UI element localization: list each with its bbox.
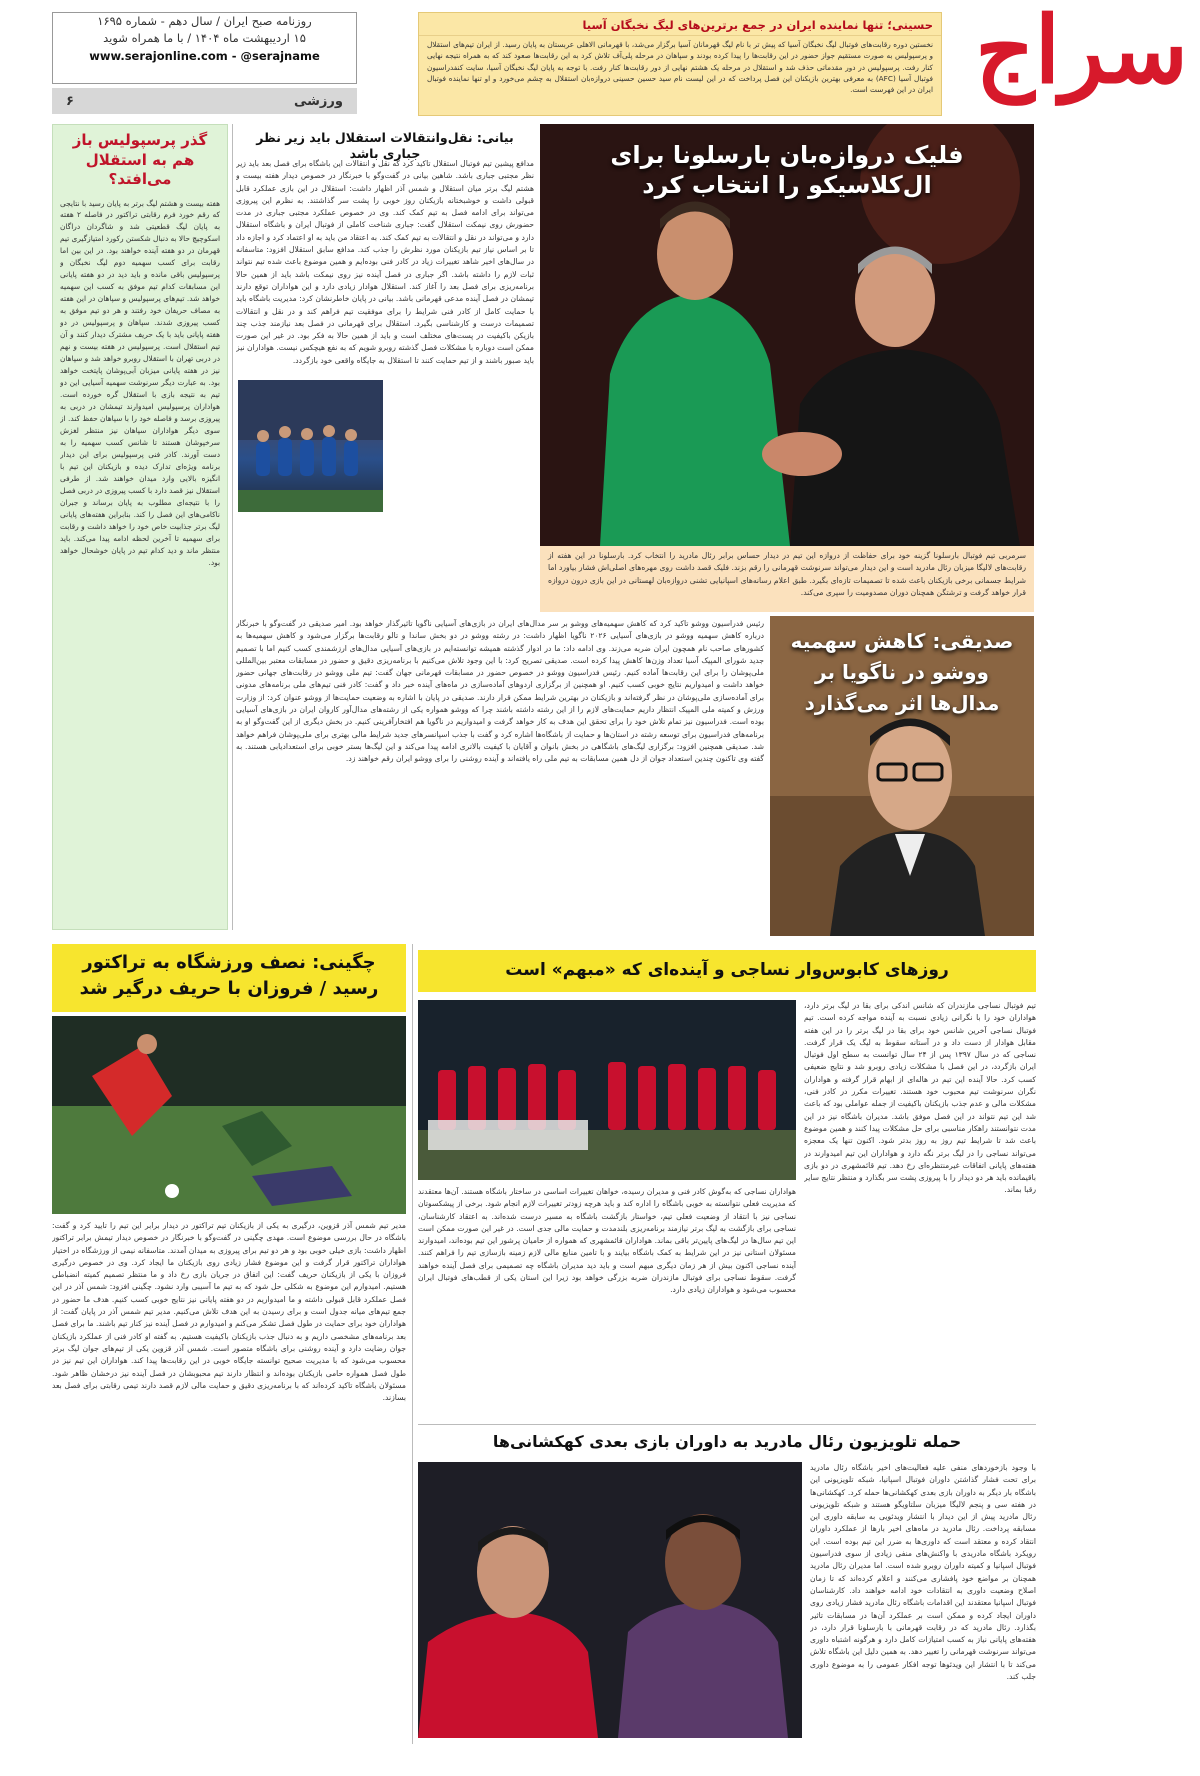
website-link[interactable]: www.serajonline.com - @serajname [89,48,320,63]
section-bar [52,88,357,114]
persepolis-body-wrap [53,194,227,939]
chegini-headline-box [52,944,406,1012]
esteghlal-headline[interactable]: بیانی: نقل‌وانتقالات استقلال باید زیر نظر جباری باشد [256,130,514,161]
date-line: ۱۵ اردیبهشت ماه ۱۴۰۴ / با ما همراه شوید [103,31,306,46]
realmadrid-photo [418,1462,802,1738]
persepolis-body: هفته بیست و هشتم لیگ برتر به پایان رسید با نتایجی که رقم خورد فرم رقابتی تراکتور در فاصله ۲ هفته به پایان لیگ قطعیتی شد و شاگردان دراگان اسکوچیچ حالا به دنبال شکستن رکورد امتیازگیری تیم قهرمان در دو هفته آینده خواهند بود. در این بین اما رقابت برای کسب سهمیه دوم لیگ نخبگان و پرسپولیس باقی مانده و باید دید در دو هفته پایانی این مسابقات کدام تیم موفق به کسب این سهمیه خواهد شد. تیم‌های پرسپولیس و سپاهان در این هفته به مصاف حریفان خود رفتند و هر دو تیم موفق به کسب پیروزی شدند. سپاهان و پرسپولیس در دو هفته پایانی باید با یک حریف مشترک دیدار کنند و آن تیم استقلال است. پرسپولیس در هفته بیست و نهم در دربی تهران با استقلال روبرو خواهد شد و سپاهان نیز در هفته پایانی میزبان آبی‌پوشان پایتخت خواهد بود. به عبارت دیگر سرنوشت سهمیه آسیایی این دو تیم به نتیجه بازی با استقلال گره خورده است. هواداران پرسپولیس امیدوارند تیمشان در دربی به پیروزی برسد و فاصله خود را با سپاهان حفظ کند. از سوی دیگر هواداران سپاهان نیز منتظر لغزش سرخپوشان هستند تا شانس کسب سهمیه را به دست آورند. کادر فنی پرسپولیس برای این دیدار برنامه ویژه‌ای تدارک دیده و بازیکنان این تیم با انگیزه بالایی وارد میدان خواهند شد. از طرفی استقلال نیز قصد دارد با کسب پیروزی در دربی فصل را با نتیجه‌ای مطلوب به پایان برساند و جبران ناکامی‌های این فصل را کند. بنابراین هفته‌های پایانی لیگ برتر جذابیت خاص خود را خواهد داشت و رقابت برای سهمیه تا آخرین لحظه ادامه پیدا می‌کند. باید منتظر ماند و دید کدام تیم در پایان خوشحال خواهد بود. [60,198,220,568]
esteghlal-body: مدافع پیشین تیم فوتبال استقلال تاکید کرد که نقل و انتقالات این باشگاه برای فصل بعد باید زیر نظر مجتبی جباری باشد. شاهین بیانی در گفت‌وگو با خبرنگار در خصوص دیدار هفته بیست و هشتم لیگ برتر میان استقلال و شمس آذر اظهار داشت: استقلال در این بازی عملکرد قابل قبولی داشت و خوشبختانه بازیکنان روز خوبی را پشت سر گذاشتند. به نظرم این پیروزی می‌تواند برای ادامه فصل به تیم کمک کند. وی در خصوص عملکرد مجتبی جباری در مدت حضورش روی نیمکت استقلال گفت: جباری شناخت کاملی از فوتبال ایران و باشگاه استقلال دارد و می‌تواند در نقل و انتقالات به تیم کمک کند. به اعتقاد من باید به او اعتماد کرد و اجازه داد تا بر اساس نیاز تیم بازیکنان مورد نظرش را جذب کند. مدافع سابق استقلال افزود: متاسفانه در سال‌های اخیر شاهد تغییرات زیاد در کادر فنی بوده‌ایم و همین موضوع باعث شده تیم نتواند ثبات لازم را داشته باشد. اگر جباری در فصل آینده نیز روی نیمکت باشد باید از همین حالا برنامه‌ریزی برای فصل بعد را آغاز کند. استقلال هوادار زیادی دارد و این هواداران توقع دارند تیمشان در فصل آینده مدعی قهرمانی باشد. بیانی در پایان خاطرنشان کرد: مدیریت باشگاه باید با حمایت کامل از کادر فنی شرایط را برای موفقیت تیم فراهم کند و در نقل و انتقالات تصمیمات درست و کارشناسی بگیرد. استقلال برای قهرمانی در فصل بعد نیازمند جذب چند بازیکن باکیفیت در پست‌های مختلف است و باید از همین حالا به فکر بود. در غیر این صورت ممکن است دوباره با مشکلات فصل گذشته روبرو شویم که به نفع هیچکس نیست. هواداران نیز باید صبور باشند و از تیم حمایت کنند تا استقلال به جایگاه واقعی خود بازگردد. [236,159,534,365]
chegini-photo [52,1016,406,1214]
sedighi-body: رئیس فدراسیون ووشو تاکید کرد که کاهش سهمیه‌های ووشو بر سر مدال‌های ایران در بازی‌های آسیایی ناگویا تاثیرگذار خواهد بود. امیر صدیقی در گفت‌وگو با خبرنگار درباره کاهش سهمیه ووشو در بازی‌های آسیایی ۲۰۲۶ ناگویا اظهار داشت: در رشته ووشو در دو بخش ساندا و تالو رقابت‌ها برگزار می‌شود و کاهش سهمیه‌ها به کشورهای صاحب نام همچون ایران ضربه می‌زند. وی ادامه داد: ما در ادوار گذشته همیشه توانسته‌ایم در بازی‌های آسیایی مدال‌های ارزشمندی کسب کنیم اما با تصمیم جدید شورای المپیک آسیا تعداد وزن‌ها کاهش پیدا کرده است. صدیقی تصریح کرد: با این وجود تلاش می‌کنیم با برنامه‌ریزی دقیق و حضور در مسابقات معتبر بین‌المللی ملی‌پوشان را برای این رقابت‌ها آماده کنیم. رئیس فدراسیون ووشو در خصوص حضور در مسابقات قهرمانی جهان گفت: تیم ملی ووشو در رقابت‌های جهانی حضور خواهد داشت و امیدواریم نتایج خوبی کسب کنیم. او همچنین از برگزاری اردوهای آماده‌سازی در ماه‌های آینده خبر داد و گفت: کادر فنی تیم‌های ملی برنامه‌های مدونی برای آماده‌سازی ملی‌پوشان در نظر گرفته‌اند و بازیکنان در بهترین شرایط ممکن قرار دارند. صدیقی در پایان با اشاره به وضعیت حمایت‌ها از ووشو عنوان کرد: از وزارت ورزش و کمیته ملی المپیک انتظار داریم حمایت‌های لازم را از این رشته داشته باشند چرا که ووشو همواره یکی از رشته‌های مدال‌آور کاروان ایران در بازی‌های آسیایی بوده است. فدراسیون نیز تمام تلاش خود را برای تحقق این هدف به کار خواهد گرفت و امیدواریم در ناگویا هم افتخارآفرینی کنیم. در بخش دیگری از این گفت‌وگو او به برنامه‌های فدراسیون برای توسعه رشته در استان‌ها و حمایت از باشگاه‌ها اشاره کرد و گفت با جذب اسپانسرهای جدید شرایط مالی بهتری برای ملی‌پوشان فراهم خواهد شد. صدیقی همچنین افزود: برگزاری لیگ‌های باشگاهی در بخش بانوان و آقایان با کیفیت بالاتری ادامه پیدا می‌کند و این لیگ‌ها بستر خوبی برای استعدادیابی هستند. به گفته وی تاکنون چندین استعداد جوان از دل همین مسابقات به تیم ملی راه یافته‌اند و آینده روشنی را برای ووشو ایران رقم خواهند زد. [236,619,764,764]
nassaji-photo [418,1000,796,1180]
nassaji-headline-box [418,950,1036,992]
realmadrid-body: با وجود بازخوردهای منفی علیه فعالیت‌های اخیر باشگاه رئال مادرید برای تحت فشار گذاشتن داوران فوتبال اسپانیا، شبکه تلویزیونی این باشگاه بار دیگر به داوران بازی بعدی کهکشانی‌ها حمله کرد. کهکشانی‌ها در هفته سی و پنجم لالیگا میزبان سلتاویگو هستند و شبکه تلویزیونی رئال مادرید پیش از این دیدار با انتشار ویدئویی به سابقه داوری این مسابقه پرداخت. رئال مادرید در ماه‌های اخیر بارها از عملکرد داوران انتقاد کرده و معتقد است که داوری‌ها به ضرر این تیم بوده است. این رویکرد باشگاه مادریدی با واکنش‌های منفی زیادی از سوی فدراسیون فوتبال اسپانیا و کمیته داوران روبرو شده است. اما مدیران رئال مادرید همچنان بر مواضع خود پافشاری می‌کنند و اعلام کرده‌اند که تا زمان اصلاح وضعیت داوری به انتقادات خود ادامه خواهند داد. کارشناسان فوتبال اسپانیا معتقدند این اقدامات باشگاه رئال مادرید فشار زیادی روی داوران ایجاد کرده و ممکن است بر عملکرد آن‌ها در مسابقات تاثیر بگذارد. رئال مادرید که در رقابت قهرمانی با بارسلونا قرار دارد، در هفته‌های پایانی نیاز به کسب امتیازات کامل دارد و هرگونه اشتباه داوری می‌تواند سرنوشت قهرمانی را تغییر دهد. به همین دلیل این باشگاه تلاش می‌کند تا با انتشار این ویدئوها توجه افکار عمومی را به موضوع داوری جلب کند. [810,1463,1036,1682]
chegini-body: مدیر تیم شمس آذر قزوین، درگیری به یکی از بازیکنان تیم تراکتور در دیدار برابر این تیم را تایید کرد و گفت: باشگاه در حال بررسی موضوع است. مهدی چگینی در گفت‌وگو با خبرنگار در خصوص دیدار تیمش برابر تراکتور اظهار داشت: بازی خیلی خوبی بود و هر دو تیم برای پیروزی به میدان آمدند. متاسفانه نیمی از ورزشگاه در اختیار هواداران تراکتور قرار گرفت و این موضوع فشار زیادی روی بازیکنان ما ایجاد کرد. وی در خصوص درگیری فروزان با یکی از بازیکنان حریف گفت: این اتفاق در جریان بازی رخ داد و ما منتظر تصمیم کمیته انضباطی هستیم. امیدوارم این موضوع به شکلی حل شود که به تیم ما آسیبی وارد نشود. چگینی افزود: شمس آذر در این فصل عملکرد قابل قبولی داشته و ما امیدواریم در دو هفته پایانی نیز نتایج خوبی کسب کنیم. هدف ما حضور در جمع تیم‌های میانه جدول است و برای رسیدن به این هدف تلاش می‌کنیم. مدیر تیم شمس آذر در پایان گفت: از هواداران خود برای حمایت در طول فصل تشکر می‌کنم و امیدوارم در فصل آینده نیز کنار تیم باشند. ما برای فصل بعد برنامه‌های مشخصی داریم و به دنبال جذب بازیکنان باکیفیت هستیم. به گفته او کادر فنی از عملکرد بازیکنان جوان رضایت دارد و آینده روشنی برای باشگاه متصور است. شمس آذر قزوین یکی از تیم‌های جوان لیگ برتر محسوب می‌شود که با مدیریت صحیح توانسته جایگاه خوبی در این رقابت‌ها پیدا کند. هواداران این تیم نیز در طول فصل همواره حامی بازیکنان بوده‌اند و انتظار دارند تیم محبوبشان در فصل آینده نیز درخشان ظاهر شود. مسئولان باشگاه تاکید کرده‌اند که با برنامه‌ریزی دقیق و حمایت مالی لازم قصد دارند تیمی رقابتی برای فصل بعد بسازند. [52,1221,406,1403]
column-divider [412,944,413,1744]
nassaji-body-right: تیم فوتبال نساجی مازندران که شانس اندکی برای بقا در لیگ برتر دارد، هواداران خود را با نگرانی زیادی نسبت به آینده مواجه کرده است. تیم فوتبال نساجی آخرین شانس خود برای بقا در لیگ برتر را در این هفته مقابل هوادار از دست داد و در آستانه سقوط به لیگ یک قرار گرفت. نساجی که در سال ۱۳۹۷ پس از ۲۴ سال توانست به سطح اول فوتبال ایران بازگردد، در این فصل با مشکلات زیادی روبرو شد و نتایج ضعیفی کسب کرد. حالا آینده این تیم در هاله‌ای از ابهام قرار گرفته و هواداران نگران سرنوشت تیم محبوب خود هستند. تغییرات مکرر در کادر فنی، مشکلات مالی و عدم جذب بازیکنان باکیفیت از جمله عواملی بود که باعث شد این تیم نتواند در این فصل موفق باشد. مدیران باشگاه نیز در این مدت نتوانستند راهکار مناسبی برای حل مشکلات پیدا کنند و همین موضوع باعث شد تا شرایط تیم روز به روز بدتر شود. اکنون تنها یک معجزه می‌تواند نساجی را در لیگ برتر نگه دارد و هواداران این تیم امیدوارند در هفته‌های پایانی اتفاقات غیرمنتظره‌ای رخ دهد. تیم قائمشهری در دو بازی باقیمانده باید هر دو دیدار را با پیروزی پشت سر بگذارد و منتظر نتایج سایر رقبا بماند. [804,1001,1036,1195]
barcelona-headline[interactable]: فلیک دروازه‌بان بارسلونا برای ال‌کلاسیکو را انتخاب کرد [610,141,964,199]
nassaji-headline[interactable]: روزهای کابوس‌وار نساجی و آینده‌ای که «مبهم» است [505,960,949,981]
persepolis-article [52,124,228,930]
teaser-box[interactable] [418,12,942,116]
page-number: ۶ [66,93,74,109]
row-divider [418,1424,1036,1425]
issue-info [52,12,357,84]
sedighi-headline[interactable]: صدیقی: کاهش سهمیه ووشو در ناگویا بر مدال‌ها اثر می‌گذارد [790,629,1014,715]
column-divider [232,124,233,930]
nassaji-body-bottom: هواداران نساجی که به‌گوش کادر فنی و مدیران رسیده، خواهان تغییرات اساسی در ساختار باشگاه هستند. آن‌ها معتقدند که مدیریت فعلی نتوانسته به خوبی باشگاه را اداره کند و باید هرچه زودتر تغییرات لازم انجام شود. برخی از پیشکسوتان نساجی نیز با انتقاد از وضعیت فعلی تیم، خواستار بازگشت باشگاه به مسیر درست شده‌اند. به اعتقاد کارشناسان، نساجی برای بازگشت به لیگ برتر نیازمند برنامه‌ریزی بلندمدت و حمایت مالی جدی است. در غیر این صورت ممکن است این تیم سال‌ها در لیگ‌های پایین‌تر باقی بماند. هواداران قائمشهری که همواره از حامیان پرشور این تیم بوده‌اند، امیدوارند مسئولان استانی نیز در این شرایط به کمک باشگاه بیایند و با تامین منابع مالی لازم زمینه بازسازی تیم را فراهم کنند. آینده نساجی اکنون بیش از هر زمان دیگری مبهم است و باید دید مدیران باشگاه چه تصمیمی برای فصل آینده خواهند گرفت. سقوط نساجی برای فوتبال مازندران ضربه بزرگی خواهد بود زیرا این استان یکی از قطب‌های فوتبال ایران محسوب می‌شود و هواداران زیادی دارد. [418,1187,796,1295]
chegini-headline[interactable]: چگینی: نصف ورزشگاه به تراکتور رسید / فروزان با حریف درگیر شد [79,952,379,1000]
teaser-body: نخستین دوره رقابت‌های فوتبال لیگ نخبگان آسیا که پیش تر با نام لیگ قهرمانان آسیا برگزار می‌شد، با قهرمانی الاهلی عربستان به پایان رسید. از ایران تیم‌های استقلال و پرسپولیس به صورت مستقیم جواز حضور در این رقابت‌ها را پیدا کرده بودند و سپاهان در مرحله پلی‌آف تلاش کرد به این رقابت‌ها صعود کند که به همراه نتیجه نهایی کنار رفت. پرسپولیس در دور مقدماتی حذف شد و استقلال در مرحله یک هشتم نهایی از دور رقابت‌ها کنار رفت. با توجه به پایان لیگ نخبگان آسیا، سایت کنفدراسیون فوتبال آسیا (AFC) به معرفی بهترین بازیکنان این فصل پرداخت که در این لیست نام سید حسین حسینی دروازه‌بان استقلال به چشم می‌خورد و او تنها نماینده فوتبال ایران در این فهرست است. [427,40,933,95]
newspaper-logo[interactable] [948,0,1194,112]
logo-text: سراج [975,0,1188,104]
section-name: ورزشی [294,93,343,109]
persepolis-headline[interactable]: گذر پرسپولیس باز هم به استقلال می‌افتد؟ [72,131,208,188]
barcelona-caption: سرمربی تیم فوتبال بارسلونا گزینه خود برای حفاظت از دروازه این تیم در دیدار حساس برابر رئال مادرید را انتخاب کرد. بارسلونا در این هفته از رقابت‌های لالیگا میزبان رئال مادرید است و این دیدار می‌تواند سرنوشت قهرمانی را رقم بزند. فلیک قصد داشت روی مهره‌های اصلی‌اش فشار بیاورد اما شرایط جسمانی برخی بازیکنان باعث شده تا تصمیمات تازه‌ای بگیرد. طبق اعلام رسانه‌های اسپانیایی تشنی دروازه‌بان لهستانی در این بازی درون دروازه قرار خواهد گرفت و ترشتگن همچنان دوران مصدومیت را سپری می‌کند. [540,546,1034,612]
realmadrid-headline[interactable]: حمله تلویزیون رئال مادرید به داوران بازی بعدی کهکشانی‌ها [492,1432,962,1451]
esteghlal-photo [238,380,383,512]
masthead [0,0,1200,116]
teaser-title: حسینی؛ تنها نماینده ایران در جمع برترین‌های لیگ نخبگان آسیا [419,13,941,36]
issue-line: روزنامه صبح ایران / سال دهم - شماره ۱۶۹۵ [97,14,312,28]
